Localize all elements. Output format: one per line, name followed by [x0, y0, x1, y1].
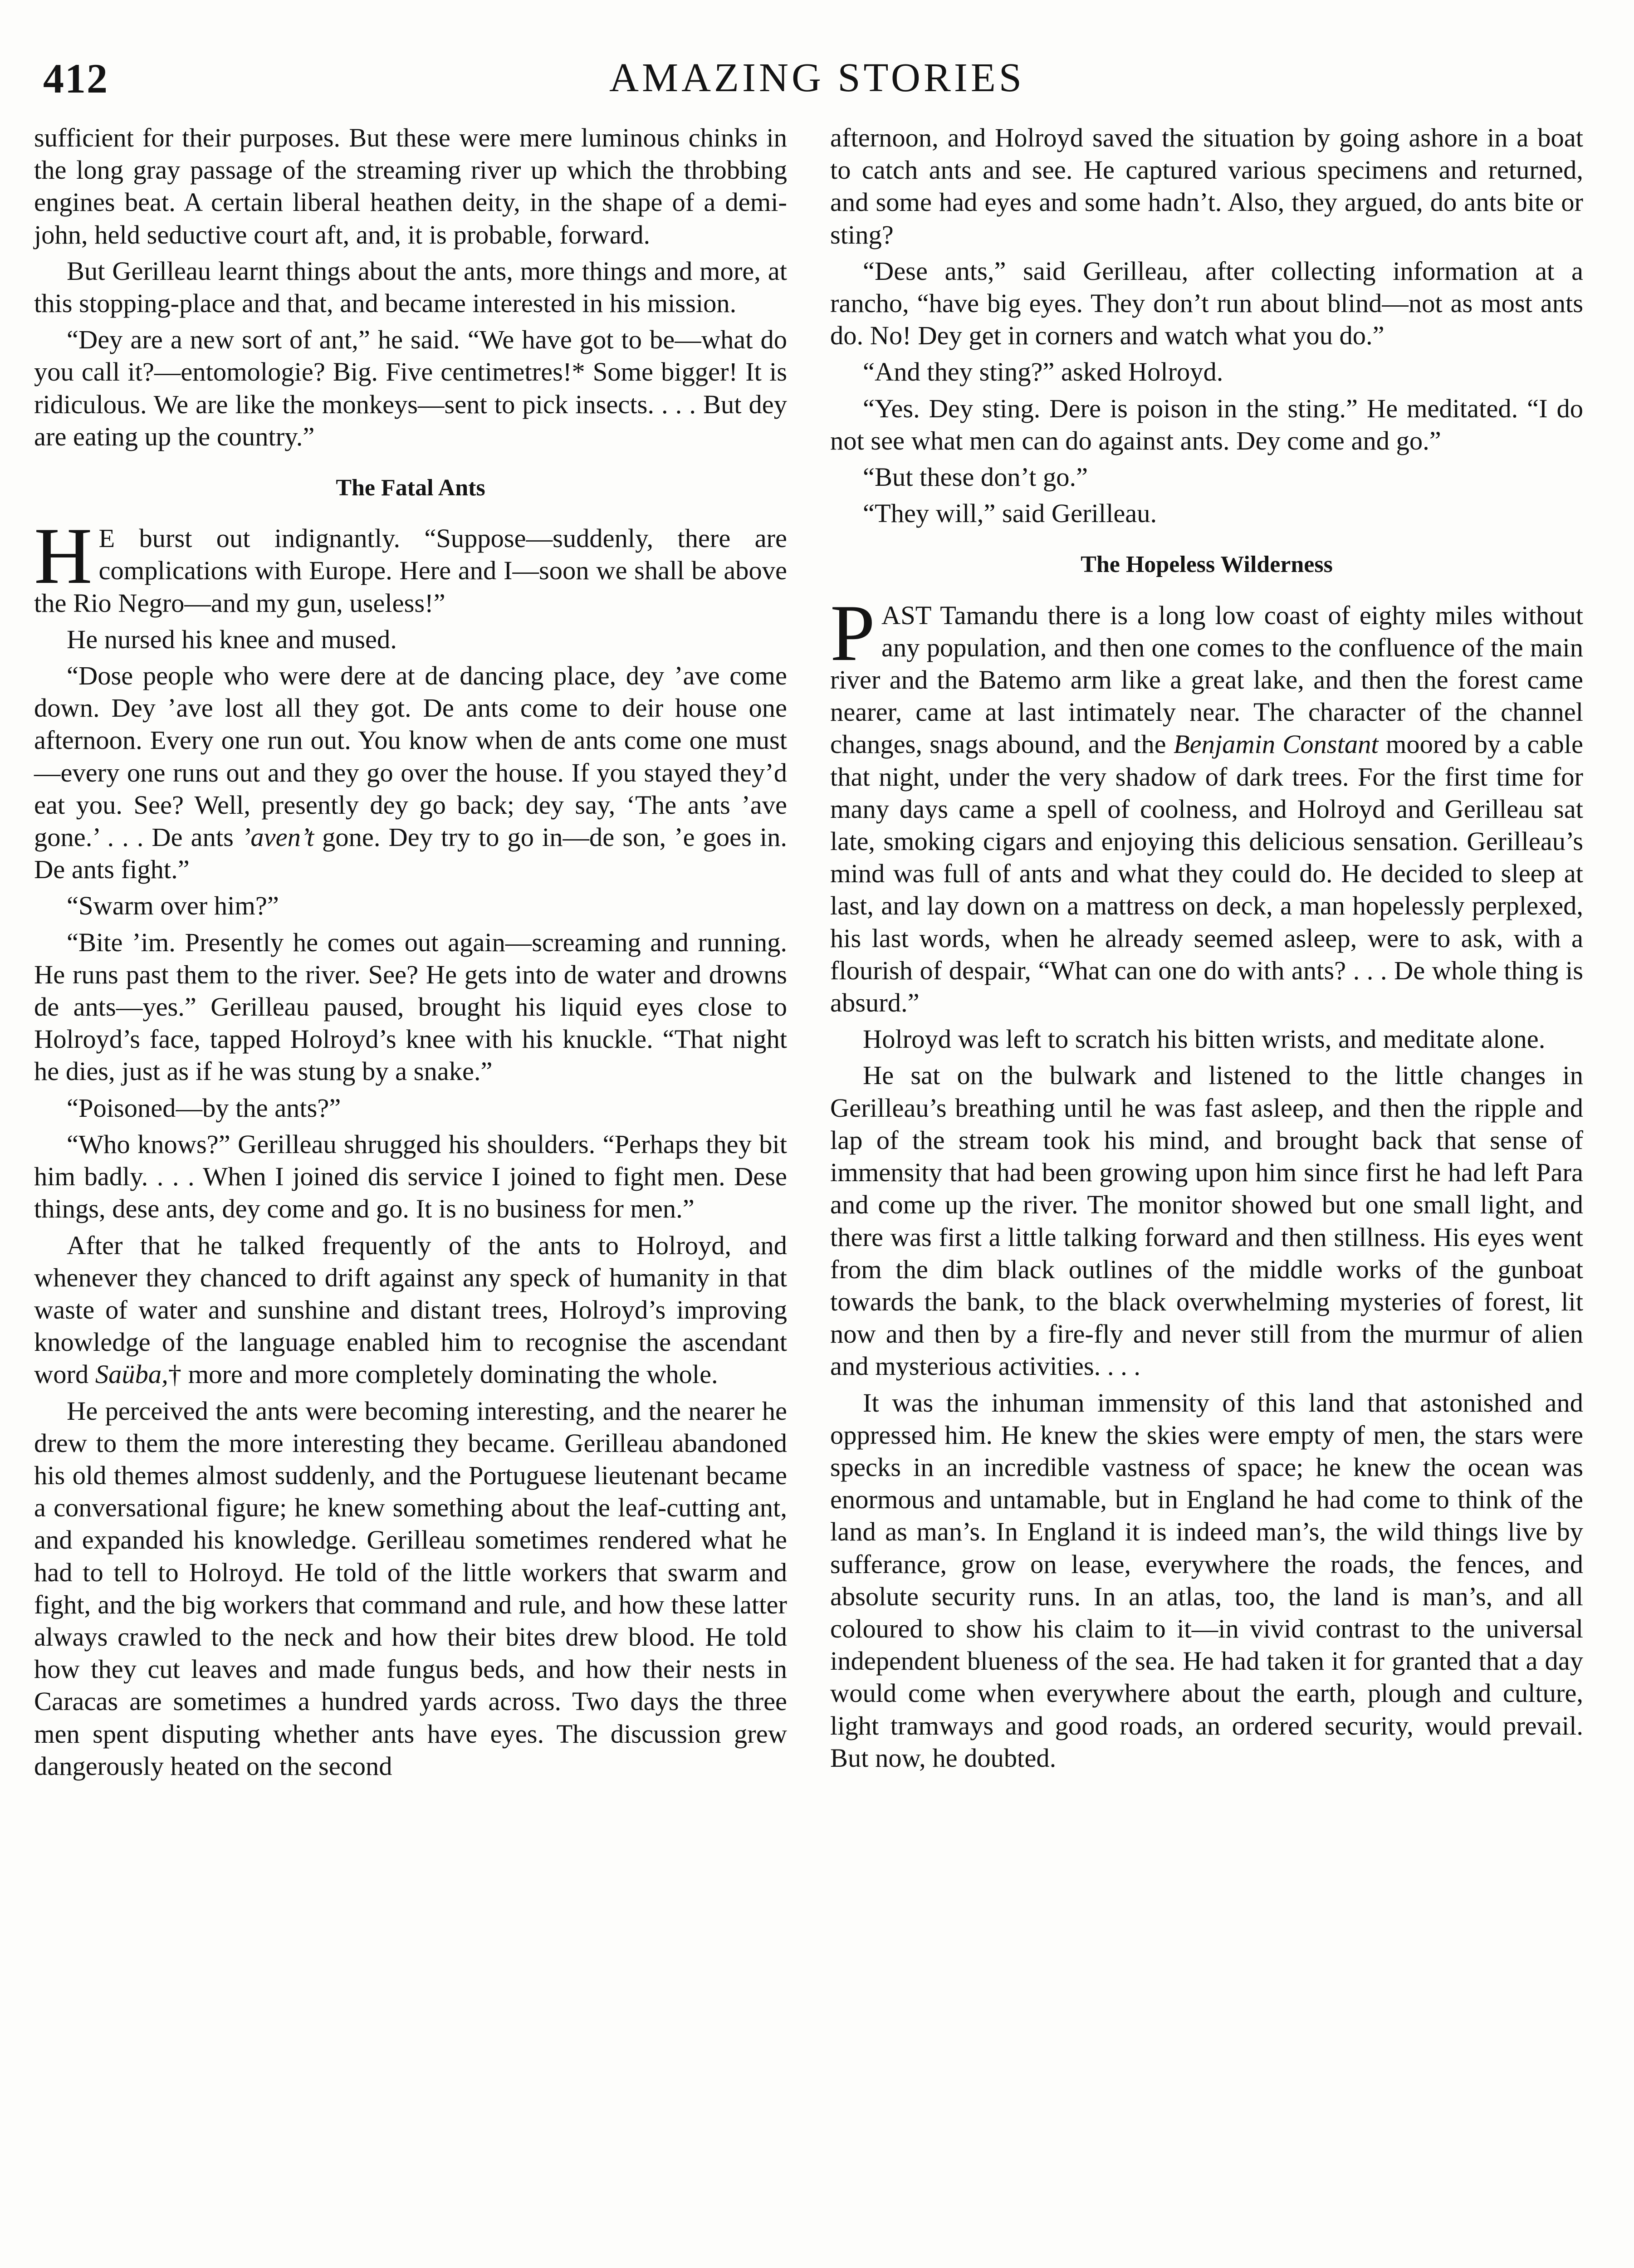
- paragraph: afternoon, and Holroyd saved the situation by going ashore in a boat to catch ants and see. He captured various specimens and returned, and some had eyes and some hadn’t. Also, they argued, do ants bite or sting?: [830, 123, 1583, 249]
- paragraph: [34, 511, 787, 619]
- emphasis: ’aven’t: [241, 822, 314, 852]
- paragraph: “And they sting?” asked Holroyd.: [863, 357, 1223, 387]
- paragraph: “Who knows?” Gerilleau shrugged his shoulders. “Perhaps they bit him badly. . . . When I joined dis service I joined to fight men. Dese things, dese ants, dey come and go. It is no business for men.”: [34, 1129, 787, 1224]
- right-column: [830, 122, 1583, 1774]
- paragraph-text: “Dose people who were dere at de dancing place, dey ’ave come down. Dey ’ave lost all they got. De ants come to deir house one afternoon. Every one run out. You know when de ants come one must—every one runs out and they go over the house. If you stayed they’d eat you. See? Well, presently dey go back; dey say, ‘The ants ’ave gone.’ . . . De ants: [34, 661, 787, 852]
- drop-cap: P: [830, 587, 875, 678]
- section-heading: The Fatal Ants: [336, 475, 485, 501]
- paragraph: “Poisoned—by the ants?”: [67, 1093, 341, 1123]
- paragraph-text: After that he talked frequently of the ants to Holroyd, and whenever they chanced to drift against any speck of humanity in that waste of water and sunshine and distant trees, Holroyd’s improving knowledge of the language enabled him to recognise the ascendant word: [34, 1230, 787, 1389]
- page-header: [0, 54, 1634, 109]
- paragraph: [830, 587, 1584, 1019]
- paragraph-text: AST Tamandu there is a long low coast of eighty miles without any population, and then one comes to the confluence of the main river and the Batemo arm like a great lake, and then the forest came nearer, came at last intimately near. The character of the channel changes, snags abound, and the: [830, 600, 1583, 759]
- paragraph: He perceived the ants were becoming interesting, and the nearer he drew to them the more interesting they became. Gerilleau abandoned his old themes almost suddenly, and the Portuguese lieutenant became a conversational figure; he knew something about the leaf-cutting ant, and expanded his knowledge. Gerilleau sometimes rendered what he had to tell to Holroyd. He told of the little workers that swarm and fight, and the big workers that command and rule, and how these latter always crawled to the neck and how their bites drew blood. He told how they cut leaves and made fungus beds, and how their nests in Caracas are sometimes a hundred yards across. Two days the three men spent disputing whether ants have eyes. The discussion grew dangerously heated on the second: [34, 1396, 787, 1781]
- paragraph-text: E burst out indignantly. “Suppose—suddenly, there are complications with Europe. Here and I—soon we shall be above the Rio Negro—and my gun, useless!”: [34, 523, 787, 618]
- paragraph: But Gerilleau learnt things about the ants, more things and more, at this stopping-place and that, and became interested in his mission.: [34, 256, 787, 318]
- paragraph: Holroyd was left to scratch his bitten wrists, and meditate alone.: [863, 1024, 1546, 1054]
- paragraph-text: † more and more completely dominating the whole.: [168, 1359, 718, 1389]
- page-number: 412: [43, 55, 108, 102]
- paragraph-text: gone. Dey try to go in—de son, ’e goes in. De ants fight.”: [34, 822, 788, 885]
- left-column: [34, 122, 787, 1782]
- paragraph: [34, 1229, 787, 1391]
- emphasis: Saüba,: [95, 1359, 168, 1389]
- paragraph: “But these don’t go.”: [863, 462, 1088, 492]
- paragraph: “They will,” said Gerilleau.: [863, 499, 1157, 528]
- paragraph: sufficient for their purposes. But these were mere luminous chinks in the long gray passage of the streaming river up which the throbbing engines beat. A certain liberal heathen deity, in the shape of a demi-john, held seductive court aft, and, it is probable, forward.: [34, 123, 787, 249]
- paragraph: “Swarm over him?”: [67, 891, 279, 921]
- paragraph: [34, 660, 787, 885]
- emphasis: Benjamin Constant: [1173, 729, 1379, 759]
- paragraph: “Bite ’im. Presently he comes out again—screaming and running. He runs past them to the river. See? He gets into de water and drowns de ants—yes.” Gerilleau paused, brought his liquid eyes close to Holroyd’s face, tapped Holroyd’s knee with his knuckle. “That night he dies, just as if he was stung by a snake.”: [34, 927, 787, 1086]
- paragraph: “Yes. Dey sting. Dere is poison in the sting.” He meditated. “I do not see what men can do against ants. Dey come and go.”: [830, 393, 1583, 455]
- paragraph-text: moored by a cable that night, under the very shadow of dark trees. For the first time for many days came a spell of coolness, and Holroyd and Gerilleau sat late, smoking cigars and enjoying this delicious sensation. Gerilleau’s mind was full of ants and what they could do. He decided to sleep at last, and lay down on a mattress on deck, a man hopelessly perplexed, his last words, when he already seemed asleep, were to ask, with a flourish of despair, “What can one do with ants? . . . De whole thing is absurd.”: [830, 729, 1584, 1018]
- paragraph: “Dey are a new sort of ant,” he said. “We have got to be—what do you call it?—entomologie? Big. Five centimetres!* Some bigger! It is ridiculous. We are like the monkeys—sent to pick insects. . . . But dey are eating up the country.”: [34, 325, 787, 451]
- paragraph: “Dese ants,” said Gerilleau, after collecting information at a rancho, “have big eyes. They don’t run about blind—not as most ants do. No! Dey get in corners and watch what you do.”: [830, 256, 1583, 351]
- magazine-title: AMAZING STORIES: [609, 55, 1025, 100]
- section-heading: The Hopeless Wilderness: [1081, 552, 1333, 578]
- paragraph: He nursed his knee and mused.: [67, 624, 397, 654]
- drop-cap: H: [34, 511, 93, 601]
- paragraph: It was the inhuman immensity of this land that astonished and oppressed him. He knew the skies were empty of men, the stars were specks in an incredible vastness of space; he knew the ocean was enormous and untamable, but in England he had come to think of the land as man’s. In England it is indeed man’s, the wild things live by sufferance, grow on lease, everywhere the roads, the fences, and absolute security runs. In an atlas, too, the land is man’s, and all coloured to show his claim to it—in vivid contrast to the universal independent blueness of the sea. He had taken it for granted that a day would come when everywhere about the earth, plough and culture, light tramways and good roads, an ordered security, would prevail. But now, he doubted.: [830, 1388, 1583, 1773]
- paragraph: He sat on the bulwark and listened to the little changes in Gerilleau’s breathing until he was fast asleep, and then the ripple and lap of the stream took his mind, and brought back that sense of immensity that had been growing upon him since first he had left Para and come up the river. The monitor showed but one small light, and there was first a little talking forward and then stillness. His eyes went from the dim black outlines of the middle works of the gunboat towards the bank, to the black overwhelming mysteries of forest, lit now and then by a fire-fly and never still from the murmur of alien and mysterious activities. . . .: [830, 1061, 1583, 1381]
